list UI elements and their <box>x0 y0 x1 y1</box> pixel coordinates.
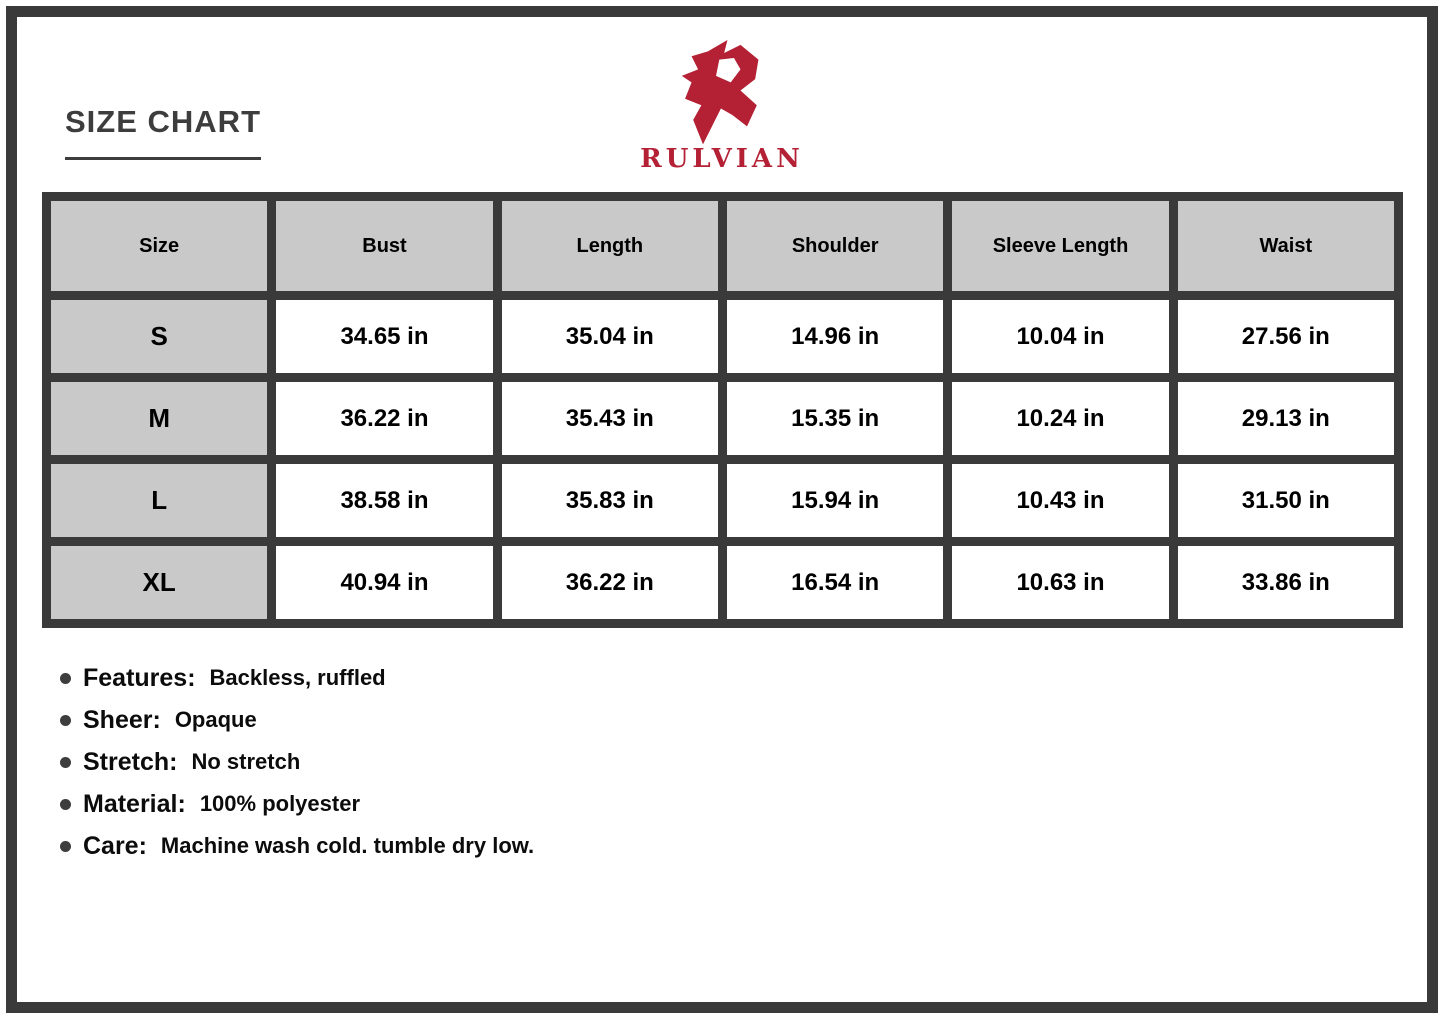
cell-m-length: 35.43 in <box>502 382 718 455</box>
detail-item-care <box>60 832 534 860</box>
column-header-waist: Waist <box>1178 201 1394 291</box>
cell-l-shoulder: 15.94 in <box>727 464 943 537</box>
cell-xl-waist: 33.86 in <box>1178 546 1394 619</box>
cell-s-bust: 34.65 in <box>276 300 492 373</box>
cell-s-waist: 27.56 in <box>1178 300 1394 373</box>
bullet-icon <box>60 673 71 684</box>
column-header-sleeve-length: Sleeve Length <box>952 201 1168 291</box>
column-header-length: Length <box>502 201 718 291</box>
detail-value: No stretch <box>191 749 301 774</box>
detail-label: Material: <box>83 789 186 818</box>
cell-s-length: 35.04 in <box>502 300 718 373</box>
detail-value: Opaque <box>174 707 257 732</box>
column-header-bust: Bust <box>276 201 492 291</box>
detail-item-material <box>60 790 534 818</box>
size-label-l: L <box>51 464 267 537</box>
cell-s-shoulder: 14.96 in <box>727 300 943 373</box>
detail-value: Backless, ruffled <box>209 665 386 690</box>
size-label-xl: XL <box>51 546 267 619</box>
bullet-icon <box>60 841 71 852</box>
cell-l-length: 35.83 in <box>502 464 718 537</box>
cell-l-bust: 38.58 in <box>276 464 492 537</box>
bullet-icon <box>60 757 71 768</box>
bullet-icon <box>60 715 71 726</box>
column-header-size: Size <box>51 201 267 291</box>
cell-xl-bust: 40.94 in <box>276 546 492 619</box>
detail-item-sheer <box>60 706 534 734</box>
detail-label: Care: <box>83 831 147 860</box>
size-chart-table <box>42 192 1403 628</box>
cell-xl-shoulder: 16.54 in <box>727 546 943 619</box>
detail-value: Machine wash cold. tumble dry low. <box>160 833 535 858</box>
cell-l-waist: 31.50 in <box>1178 464 1394 537</box>
cell-m-bust: 36.22 in <box>276 382 492 455</box>
bullet-icon <box>60 799 71 810</box>
detail-item-features <box>60 664 534 692</box>
detail-value: 100% polyester <box>199 791 361 816</box>
size-label-s: S <box>51 300 267 373</box>
cell-m-sleeve-length: 10.24 in <box>952 382 1168 455</box>
cell-m-shoulder: 15.35 in <box>727 382 943 455</box>
brand-wordmark: RULVIAN <box>640 144 804 174</box>
size-label-m: M <box>51 382 267 455</box>
cell-s-sleeve-length: 10.04 in <box>952 300 1168 373</box>
detail-item-stretch <box>60 748 534 776</box>
cell-l-sleeve-length: 10.43 in <box>952 464 1168 537</box>
page-title: SIZE CHART <box>65 104 261 160</box>
detail-label: Features: <box>83 663 196 692</box>
column-header-shoulder: Shoulder <box>727 201 943 291</box>
product-details-list <box>60 664 534 874</box>
detail-label: Sheer: <box>83 705 161 734</box>
detail-label: Stretch: <box>83 747 178 776</box>
cell-xl-sleeve-length: 10.63 in <box>952 546 1168 619</box>
cell-xl-length: 36.22 in <box>502 546 718 619</box>
brand-logo-r-icon <box>676 40 774 146</box>
cell-m-waist: 29.13 in <box>1178 382 1394 455</box>
